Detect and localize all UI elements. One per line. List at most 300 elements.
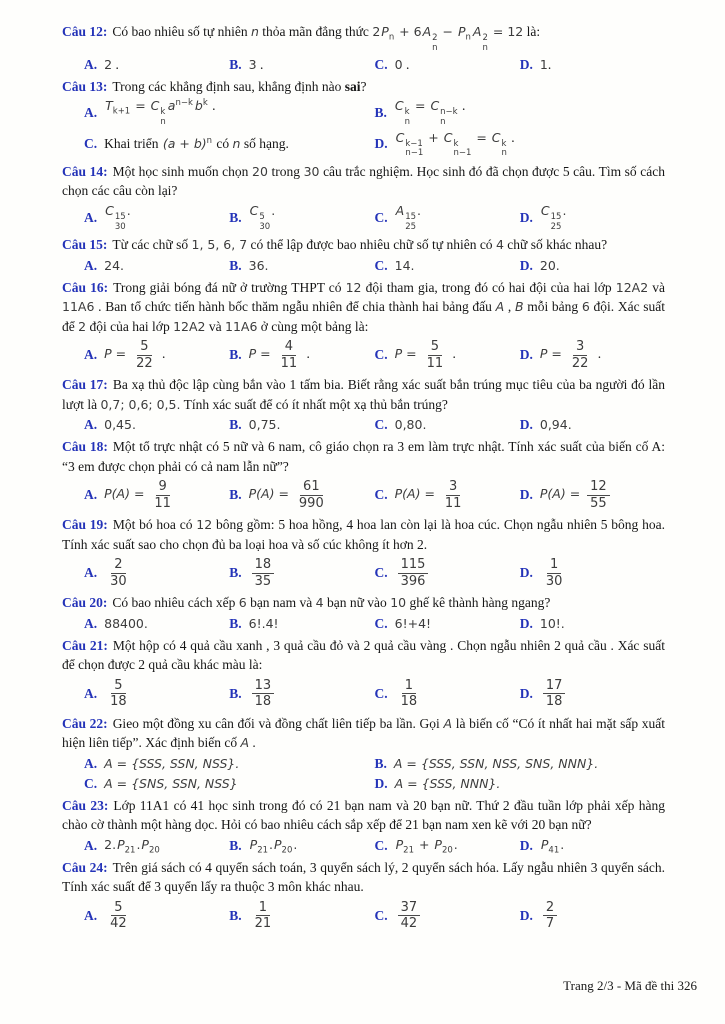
math-base: A: [472, 24, 482, 39]
fraction: [278, 339, 301, 371]
text: thỏa mãn đẳng thức: [258, 24, 373, 39]
option-letter: B.: [229, 56, 242, 72]
math-text: 11A6: [225, 318, 258, 334]
math-text: .: [417, 202, 421, 218]
text: .: [208, 97, 216, 113]
text: Trong giải bóng đá nữ ở trường THPT có: [113, 279, 346, 295]
supsub-stack: [502, 140, 507, 160]
text: ,: [504, 299, 515, 315]
fraction-numerator: 1: [547, 557, 561, 574]
fraction-denominator: 990: [298, 495, 324, 511]
math-text: P: [104, 346, 112, 362]
math-base: P: [249, 836, 258, 852]
fraction: [107, 900, 130, 932]
text: Một hộp có 4 quả cầu xanh , 3 quả cầu đỏ và 2 quả cầu vàng . Chọn ngẫu nhiên 2 quả cầu . Xác suất để chọn được 2 quả cầu khác màu là:: [62, 637, 665, 673]
math-supsub: [430, 97, 458, 127]
text: Khai triển: [104, 136, 162, 152]
math-text: 3: [248, 56, 257, 72]
option-content: [104, 677, 133, 711]
subscript: 21: [124, 845, 136, 856]
math-text: 2.: [104, 836, 117, 852]
subscript: n−1: [453, 148, 472, 159]
text: .: [112, 56, 119, 72]
option-letter: B.: [374, 104, 387, 120]
math-text: 20.: [539, 257, 560, 273]
math-text: 6: [581, 299, 590, 315]
fraction-denominator: 18: [400, 694, 418, 710]
supsub-stack: [440, 108, 457, 128]
math-text: P(A) =: [539, 486, 585, 502]
text: Tính xác suất để có ít nhất một xạ thủ bắn trúng?: [180, 396, 448, 412]
math-text: =: [256, 346, 275, 362]
text: ?: [360, 78, 367, 94]
option-content: [104, 417, 136, 433]
option-d: [520, 899, 665, 933]
option-content: [249, 338, 310, 372]
math-text: A = {SSS, SSN, NSS, SNS, NNN}.: [393, 755, 599, 771]
subscript: 25: [550, 221, 562, 232]
text: mỗi bảng: [523, 299, 582, 315]
superscript: 2: [432, 33, 438, 43]
text: bạn nam và: [246, 595, 316, 611]
subscript: n: [465, 32, 471, 43]
fraction: [252, 678, 275, 710]
option-letter: B.: [229, 487, 242, 503]
math-text: P(A) =: [394, 486, 439, 502]
text: .: [507, 129, 515, 145]
question-text: [62, 714, 665, 753]
superscript: k: [202, 97, 208, 108]
option-content: [249, 478, 330, 512]
text: .: [256, 56, 264, 72]
text: số hạng.: [240, 136, 289, 152]
math-text: 10: [390, 595, 407, 611]
math-base: a: [167, 97, 176, 113]
subscript: n: [501, 148, 507, 159]
options-row: [62, 775, 665, 793]
option-d: [375, 775, 666, 793]
text: đội. Xác suất để: [62, 299, 666, 334]
fraction: [296, 479, 327, 511]
text: là:: [523, 24, 541, 39]
text: Có bao nhiêu cách xếp: [112, 595, 239, 611]
option-letter: B.: [229, 417, 242, 433]
math-text: 0,7; 0,6; 0,5.: [100, 396, 181, 412]
subscript: 41: [548, 845, 560, 856]
math-base: P: [457, 24, 466, 39]
option-letter: A.: [84, 487, 98, 503]
superscript: k: [404, 106, 410, 117]
supsub-stack: [453, 140, 471, 160]
fraction-denominator: 22: [136, 355, 153, 371]
question-text: [62, 375, 665, 414]
text: có thể lập được bao nhiêu chữ số tự nhiên có: [247, 237, 496, 253]
math-text: = 12: [488, 24, 524, 39]
text: Trên giá sách có 4 quyển sách toán, 3 quyển sách lý, 2 quyển sách hóa. Lấy ngẫu nhiên 3 quyển sách. Tính xác suất để 3 quyển lấy ra thuộc 3 môn khác nhau.: [62, 859, 665, 895]
math-text: 30: [303, 164, 320, 180]
option-content: [540, 677, 569, 711]
option-letter: C.: [374, 685, 388, 701]
option-letter: A.: [84, 907, 98, 923]
question-text: [62, 77, 665, 96]
options-row: [62, 478, 665, 512]
subscript: n: [482, 42, 488, 53]
option-content: [395, 203, 421, 233]
question-label: Câu 17:: [62, 377, 108, 393]
option-content: [104, 258, 124, 274]
math-supsub: [434, 836, 453, 856]
option-content: [104, 756, 239, 772]
option-b: [229, 899, 374, 933]
option-content: [104, 478, 177, 512]
text: và: [648, 279, 665, 295]
fraction: [543, 678, 566, 710]
option-content: [249, 899, 278, 933]
option-content: [104, 837, 161, 855]
math-text: =: [131, 97, 150, 113]
math-text: .: [560, 836, 565, 852]
fraction-denominator: 21: [254, 916, 272, 932]
option-letter: A.: [84, 257, 98, 273]
math-text: 6!+4!: [394, 615, 432, 631]
math-text: P: [248, 346, 257, 362]
option-c: [84, 775, 375, 793]
option-d: [520, 338, 665, 372]
subscript: n: [160, 116, 166, 127]
fraction-denominator: 11: [426, 355, 444, 371]
superscript: 2: [482, 33, 488, 43]
option-a: [84, 257, 229, 275]
option-letter: D.: [519, 257, 533, 273]
subscript: n: [388, 32, 395, 43]
subscript: 20: [281, 845, 293, 856]
option-d: [520, 56, 665, 74]
fraction-denominator: 18: [110, 694, 127, 710]
question: [62, 77, 665, 160]
option-content: [395, 478, 468, 512]
option-d: [520, 677, 665, 711]
fraction: [398, 900, 421, 932]
superscript: n−k: [440, 106, 458, 117]
option-a: [84, 98, 375, 128]
fraction-numerator: 5: [428, 339, 442, 356]
math-base: P: [381, 24, 389, 39]
fraction: [151, 479, 174, 511]
math-supsub: [150, 97, 166, 127]
text: Một bó hoa có: [112, 517, 197, 533]
options-row: [62, 338, 665, 372]
text: Trong các khẳng định sau, khẳng định nào: [112, 78, 345, 94]
math-text: .: [453, 836, 458, 852]
option-letter: C.: [374, 565, 388, 581]
superscript: 15: [114, 211, 126, 222]
option-d: [520, 257, 665, 275]
math-text: n: [250, 24, 259, 39]
option-content: [540, 837, 564, 855]
math-text: =: [472, 129, 491, 145]
question-text: [62, 162, 665, 201]
math-supsub: [168, 98, 193, 113]
option-content: [540, 556, 569, 590]
option-letter: C.: [374, 347, 388, 363]
option-letter: C.: [374, 487, 388, 503]
options-row: [62, 257, 665, 275]
option-content: [395, 837, 458, 855]
option-b: [229, 837, 374, 855]
math-text: P(A) =: [248, 486, 293, 502]
text: .: [547, 56, 552, 72]
option-content: [249, 677, 278, 711]
option-content: [249, 616, 279, 632]
superscript: k: [160, 106, 166, 117]
question: [62, 714, 665, 793]
question: [62, 375, 665, 434]
option-letter: D.: [519, 487, 533, 503]
options-row: [62, 98, 665, 128]
math-text: A = {SSS, SSN, NSS}.: [104, 755, 240, 771]
option-c: [375, 257, 520, 275]
option-d: [520, 837, 665, 855]
option-content: [249, 837, 298, 855]
option-letter: A.: [84, 615, 98, 631]
subscript: k+1: [112, 106, 131, 117]
option-letter: A.: [84, 347, 98, 363]
option-letter: A.: [84, 56, 98, 72]
math-text: 1, 5, 6, 7: [191, 237, 248, 253]
supsub-stack: [115, 213, 126, 233]
option-content: [104, 899, 133, 933]
option-a: [84, 203, 229, 233]
fraction: [107, 678, 130, 710]
option-letter: C.: [374, 615, 388, 631]
text: .: [303, 346, 310, 362]
fraction-denominator: 22: [571, 355, 589, 371]
fraction-numerator: 115: [398, 557, 429, 574]
option-content: [249, 556, 278, 590]
fraction-numerator: 3: [573, 339, 587, 356]
option-a: [84, 556, 229, 590]
option-letter: D.: [519, 565, 533, 581]
fraction-numerator: 37: [398, 900, 421, 917]
math-text: 4: [315, 595, 324, 611]
option-letter: D.: [374, 775, 388, 791]
options-row: [62, 416, 665, 434]
option-letter: B.: [229, 347, 242, 363]
subscript: 20: [441, 845, 453, 856]
option-a: [84, 899, 229, 933]
math-text: 2: [372, 24, 381, 39]
option-letter: B.: [229, 907, 242, 923]
option-content: [395, 258, 415, 274]
math-text: .: [562, 202, 567, 218]
fraction-denominator: 11: [444, 495, 462, 511]
option-letter: C.: [374, 56, 388, 72]
option-letter: C.: [374, 257, 388, 273]
option-d: [520, 615, 665, 633]
option-b: [229, 416, 374, 434]
subscript: 30: [259, 221, 271, 232]
option-a: [84, 837, 229, 855]
options-row: [62, 56, 665, 74]
superscript: 15: [550, 211, 562, 222]
option-a: [84, 338, 229, 372]
superscript: k: [501, 138, 507, 149]
option-content: [540, 899, 560, 933]
math-text: A: [240, 735, 250, 751]
question-text: [62, 437, 665, 476]
option-content: [249, 57, 264, 73]
text: và: [205, 318, 225, 334]
option-letter: D.: [519, 417, 533, 433]
math-text: 0,75.: [248, 417, 281, 433]
fraction-numerator: 5: [111, 678, 125, 695]
question: [62, 858, 665, 933]
math-base: C: [394, 97, 404, 113]
question-text: [62, 796, 665, 835]
text: Một tổ trực nhật có 5 nữ và 6 nam, cô giáo chọn ra 3 em làm trực nhật. Tính xác suất của biến cố A: “3 em được chọn phải có cả nam lẫn nữ”?: [62, 439, 665, 474]
fraction-numerator: 5: [111, 900, 125, 917]
math-supsub: [163, 136, 212, 151]
superscript: 15: [405, 211, 417, 222]
option-content: [395, 417, 427, 433]
option-letter: D.: [519, 837, 533, 853]
math-text: 12A2: [173, 318, 206, 334]
option-letter: A.: [84, 685, 98, 701]
question-label: Câu 15:: [62, 237, 108, 253]
option-content: [104, 57, 119, 73]
question: [62, 278, 665, 373]
fraction: [107, 557, 130, 589]
fraction-denominator: 7: [545, 916, 555, 932]
math-text: =: [111, 346, 131, 362]
option-content: [540, 478, 613, 512]
math-text: 2: [78, 318, 87, 334]
question: [62, 437, 665, 512]
question-text: [62, 515, 665, 554]
question-text: [62, 636, 665, 675]
option-letter: B.: [374, 755, 387, 771]
math-text: 6!.4!: [248, 615, 279, 631]
question-label: Câu 20:: [62, 595, 108, 611]
math-supsub: [274, 836, 293, 856]
fraction-denominator: 55: [590, 495, 607, 511]
math-supsub: [105, 97, 131, 117]
option-content: [249, 203, 276, 233]
option-letter: D.: [519, 209, 533, 225]
option-letter: D.: [519, 56, 533, 72]
question-text: [62, 858, 665, 897]
math-text: 10!.: [539, 615, 565, 631]
math-supsub: [117, 836, 136, 856]
option-letter: D.: [519, 347, 533, 363]
math-text: .: [271, 202, 276, 218]
math-text: P: [539, 346, 548, 362]
math-supsub: [249, 836, 269, 856]
text: đội của hai lớp: [86, 318, 174, 334]
math-base: C: [105, 202, 114, 218]
math-base: A: [395, 202, 405, 218]
text: .: [402, 56, 410, 72]
superscript: 5: [259, 211, 265, 222]
superscript: k: [453, 138, 459, 149]
math-supsub: [395, 202, 417, 232]
option-b: [229, 56, 374, 74]
text: Gieo một đồng xu cân đối và đồng chất liên tiếp ba lần. Gọi: [112, 715, 444, 731]
question-text: [62, 22, 665, 54]
math-base: C: [491, 129, 501, 145]
option-b: [229, 478, 374, 512]
fraction-denominator: 11: [154, 495, 171, 511]
math-base: P: [540, 836, 549, 852]
supsub-stack: [482, 34, 487, 54]
math-base: C: [540, 202, 550, 218]
option-c: [375, 677, 520, 711]
question-text: [62, 278, 665, 336]
option-letter: A.: [84, 565, 98, 581]
option-content: [394, 756, 598, 772]
supsub-stack: [160, 108, 165, 128]
question-label: Câu 23:: [62, 797, 109, 813]
question: [62, 636, 665, 711]
option-content: [395, 616, 431, 632]
math-supsub: [491, 129, 507, 159]
option-b: [375, 98, 666, 128]
math-base: b: [194, 97, 203, 113]
option-letter: B.: [229, 209, 242, 225]
text: trong: [267, 164, 304, 180]
option-letter: C.: [84, 136, 98, 152]
option-d: [520, 203, 665, 233]
option-c: [375, 615, 520, 633]
supsub-stack: [405, 108, 410, 128]
option-letter: D.: [374, 136, 388, 152]
option-d: [375, 130, 666, 160]
text: Từ các chữ số: [112, 237, 192, 253]
text: ghế kê thành hàng ngang?: [406, 595, 551, 611]
option-b: [229, 615, 374, 633]
text: .: [449, 346, 456, 362]
option-b: [229, 338, 374, 372]
option-a: [84, 677, 229, 711]
option-letter: C.: [84, 775, 98, 791]
option-content: [249, 417, 281, 433]
options-row: [62, 677, 665, 711]
options-row: [62, 755, 665, 773]
math-text: P: [394, 346, 403, 362]
option-a: [84, 416, 229, 434]
option-letter: B.: [229, 837, 242, 853]
question-label: Câu 18:: [62, 439, 108, 455]
question-label: Câu 14:: [62, 164, 108, 180]
math-text: 0,94.: [539, 417, 572, 433]
option-b: [375, 755, 666, 773]
math-text: =: [547, 346, 566, 362]
fraction: [398, 557, 429, 589]
option-letter: D.: [519, 615, 533, 631]
option-content: [394, 98, 465, 128]
option-content: [540, 417, 572, 433]
math-text: 12: [345, 279, 362, 295]
math-text: + 6: [395, 24, 422, 39]
text: Một học sinh muốn chọn: [112, 164, 252, 180]
option-content: [395, 556, 432, 590]
math-base: P: [395, 836, 404, 852]
text: .: [249, 735, 256, 751]
math-text: 24.: [104, 257, 125, 273]
option-b: [229, 257, 374, 275]
math-base: T: [105, 97, 113, 113]
math-text: A = {SNS, SSN, NSS}: [104, 775, 238, 791]
